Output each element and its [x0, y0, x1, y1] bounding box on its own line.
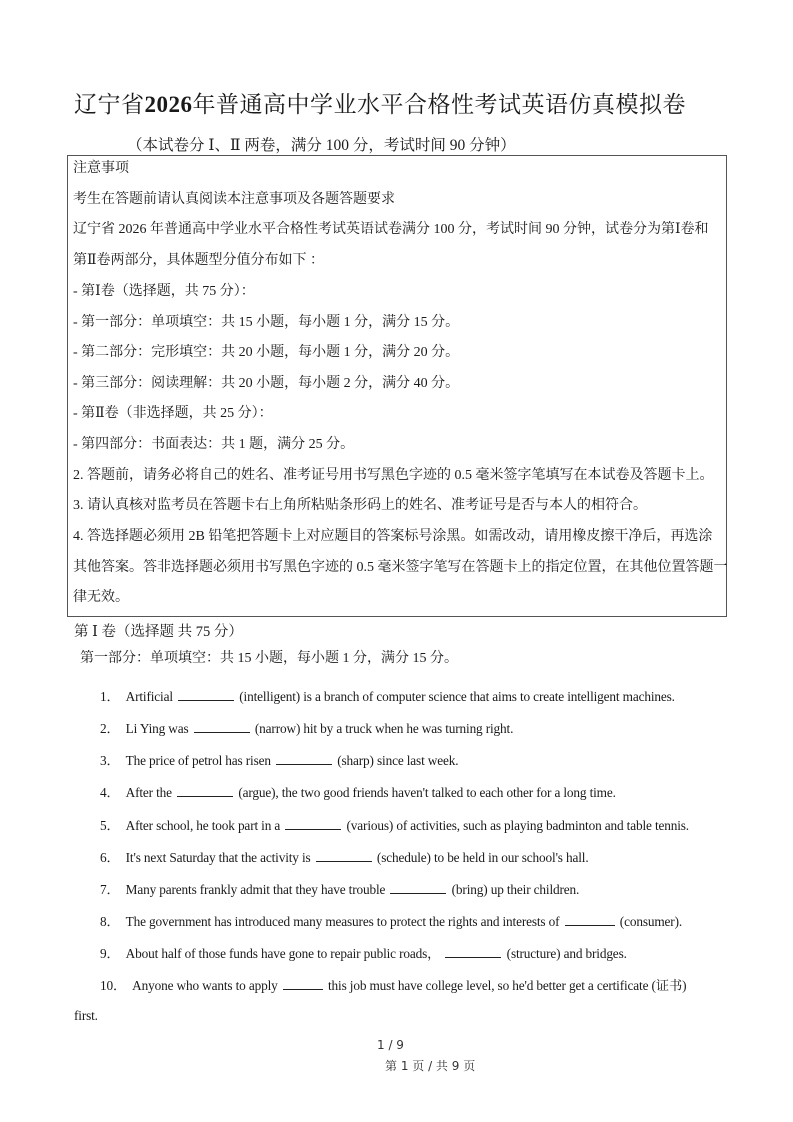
notice-line: - 第三部分：阅读理解：共 20 小题，每小题 2 分，满分 40 分。 — [73, 376, 460, 391]
notice-line: 2. 答题前，请务必将自己的姓名、准考证号用书写黑色字迹的 0.5 毫米签字笔填写在本试卷及答题卡上。 — [73, 468, 714, 483]
answer-blank[interactable] — [285, 817, 341, 830]
title-year: 2026 — [144, 92, 193, 117]
notice-line: 考生在答题前请认真阅读本注意事项及各题答题要求 — [73, 192, 395, 207]
question-item — [100, 943, 627, 962]
question-number: 7． — [100, 882, 120, 897]
question-text: It's next Saturday that the activity is — [125, 850, 311, 865]
question-item — [100, 750, 458, 769]
question-item — [100, 718, 513, 737]
answer-blank[interactable] — [178, 688, 234, 701]
question-text: (intelligent) is a branch of computer science that aims to create intelligent machines. — [239, 689, 675, 704]
page-fraction: 1 / 9 — [377, 1038, 404, 1052]
page-label: 第 1 页 / 共 9 页 — [385, 1059, 476, 1073]
question-item — [100, 686, 675, 705]
question-number: 3． — [100, 753, 120, 768]
answer-blank[interactable] — [316, 849, 372, 862]
question-text: (various) of activities, such as playing badminton and table tennis. — [346, 818, 689, 833]
notice-line: - 第Ⅰ卷（选择题，共 75 分）： — [73, 284, 255, 299]
part-heading: 第一部分：单项填空：共 15 小题，每小题 1 分，满分 15 分。 — [80, 651, 458, 666]
question-text: (schedule) to be held in our school's hall. — [376, 850, 589, 865]
question-number: 5． — [100, 818, 120, 833]
question-number: 10． — [100, 978, 127, 993]
notice-line: 辽宁省 2026 年普通高中学业水平合格性考试英语试卷满分 100 分，考试时间 90 分钟，试卷分为第Ⅰ卷和 — [73, 222, 709, 237]
question-text: Many parents frankly admit that they have trouble — [125, 882, 386, 897]
question-item — [100, 815, 689, 834]
notice-line: - 第四部分：书面表达：共 1 题，满分 25 分。 — [73, 437, 355, 452]
answer-blank[interactable] — [283, 977, 323, 990]
question-item — [100, 782, 616, 801]
document-title — [74, 86, 686, 119]
question-text: (consumer). — [619, 914, 683, 929]
question-continuation: first. — [74, 1008, 98, 1023]
question-text: (structure) and bridges. — [506, 946, 627, 961]
notice-heading: 注意事项 — [73, 161, 129, 176]
question-number: 1． — [100, 689, 120, 704]
answer-blank[interactable] — [194, 720, 250, 733]
notice-line: 律无效。 — [73, 590, 129, 605]
question-text: this job must have college level, so he'd better get a certificate (证书) — [327, 978, 687, 993]
question-item — [100, 911, 682, 930]
question-number: 2． — [100, 721, 120, 736]
question-text: After school, he took part in a — [125, 818, 281, 833]
question-text: Li Ying was — [125, 721, 189, 736]
notice-line: 4. 答选择题必须用 2B 铅笔把答题卡上对应题目的答案标号涂黑。如需改动，请用橡皮擦干净后，再选涂 — [73, 529, 713, 544]
question-number: 6． — [100, 850, 120, 865]
answer-blank[interactable] — [445, 945, 501, 958]
question-text: (bring) up their children. — [451, 882, 580, 897]
document-subtitle: （本试卷分 Ⅰ、Ⅱ 两卷，满分 100 分，考试时间 90 分钟） — [127, 137, 516, 154]
title-prefix: 辽宁省 — [74, 92, 145, 117]
question-text: About half of those funds have gone to repair public roads， — [125, 946, 441, 961]
section-heading: 第 Ⅰ 卷（选择题 共 75 分） — [74, 624, 243, 640]
answer-blank[interactable] — [276, 752, 332, 765]
notice-line: - 第二部分：完形填空：共 20 小题，每小题 1 分，满分 20 分。 — [73, 345, 460, 360]
question-item — [100, 847, 589, 866]
notice-box — [67, 155, 727, 617]
question-text: The government has introduced many measures to protect the rights and interests of — [125, 914, 560, 929]
question-text: (sharp) since last week. — [337, 753, 459, 768]
question-number: 9． — [100, 946, 120, 961]
notice-line: 3. 请认真核对监考员在答题卡右上角所粘贴条形码上的姓名、准考证号是否与本人的相符合。 — [73, 498, 647, 513]
answer-blank[interactable] — [177, 784, 233, 797]
answer-blank[interactable] — [565, 913, 615, 926]
question-item — [100, 879, 579, 898]
notice-line: 第Ⅱ卷两部分，具体题型分值分布如下 ： — [73, 253, 325, 268]
question-text: Anyone who wants to apply — [132, 978, 278, 993]
question-number: 8． — [100, 914, 120, 929]
title-suffix: 年普通高中学业水平合格性考试英语仿真模拟卷 — [192, 92, 686, 117]
question-text: (argue), the two good friends haven't talked to each other for a long time. — [238, 785, 616, 800]
question-text: (narrow) hit by a truck when he was turning right. — [254, 721, 514, 736]
notice-line: 其他答案。答非选择题必须用书写黑色字迹的 0.5 毫米签字笔写在答题卡上的指定位置，在其他位置答题一 — [73, 560, 728, 575]
question-text: Artificial — [125, 689, 173, 704]
question-item — [100, 975, 686, 994]
question-number: 4． — [100, 785, 120, 800]
answer-blank[interactable] — [390, 881, 446, 894]
question-text: The price of petrol has risen — [125, 753, 271, 768]
notice-line: - 第一部分：单项填空：共 15 小题，每小题 1 分，满分 15 分。 — [73, 315, 460, 330]
notice-line: - 第Ⅱ卷（非选择题，共 25 分）： — [73, 406, 273, 421]
question-text: After the — [125, 785, 172, 800]
